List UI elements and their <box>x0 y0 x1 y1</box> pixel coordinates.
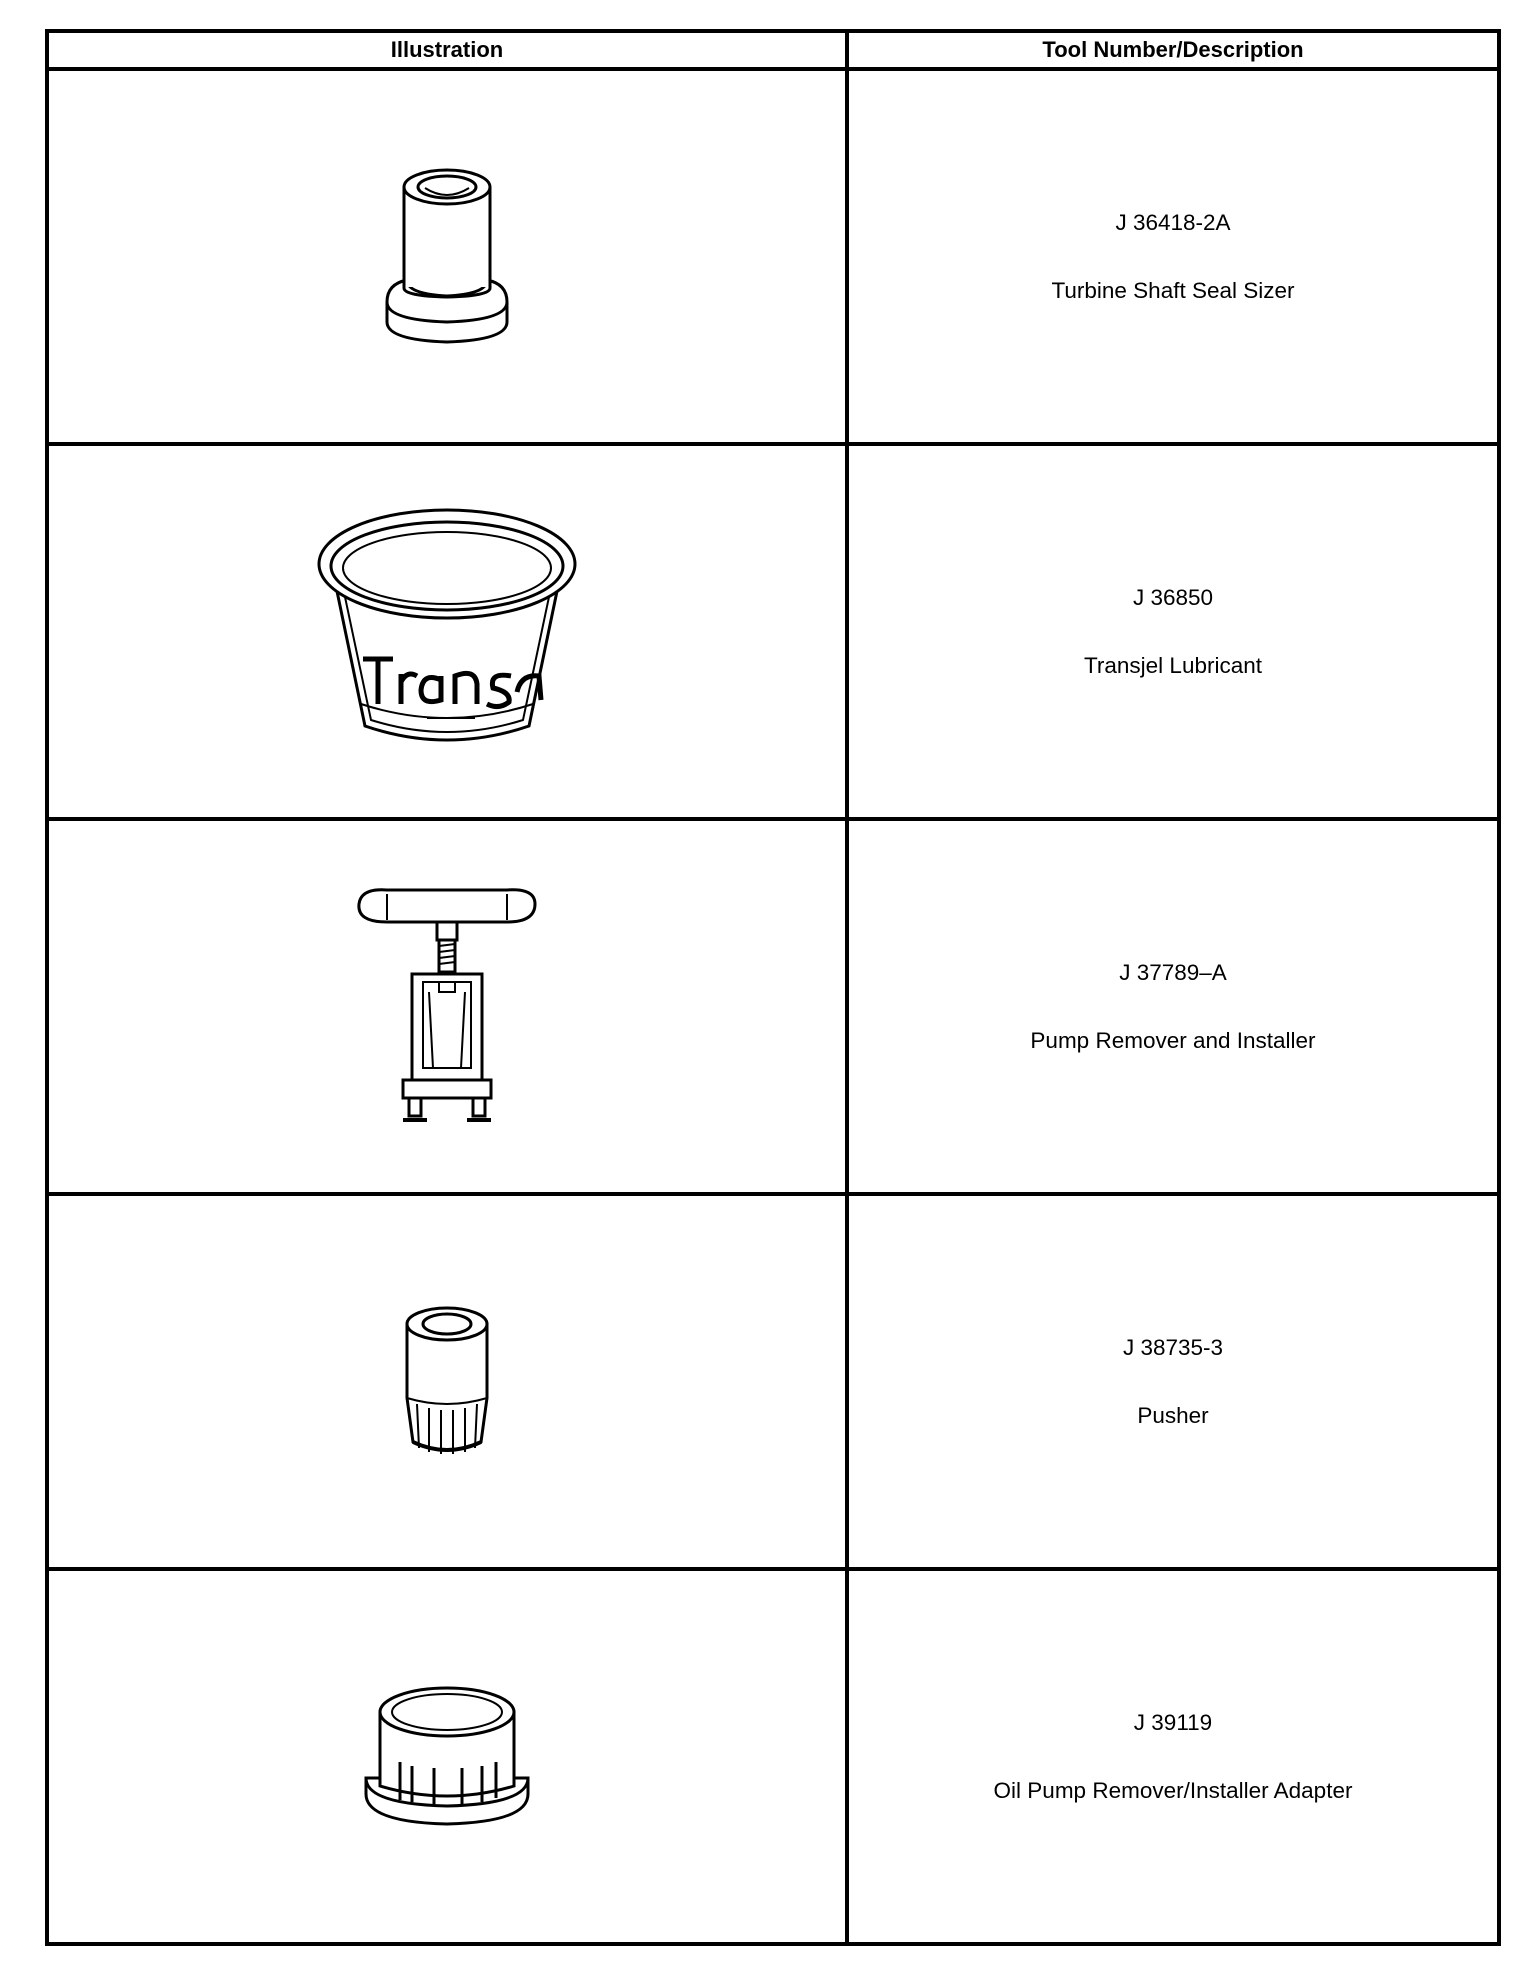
table-header-row <box>47 31 1499 69</box>
tool-cell <box>847 1194 1499 1569</box>
tool-cell <box>847 69 1499 444</box>
illustration-cell <box>47 444 847 819</box>
tool-number: J 39119 <box>1133 1709 1213 1735</box>
seal-sizer-icon <box>377 162 517 352</box>
tool-number: J 37789–A <box>1119 959 1227 985</box>
table-row <box>47 819 1499 1194</box>
tool-description: Pusher <box>1137 1402 1209 1428</box>
tool-number: J 36418-2A <box>1115 209 1231 235</box>
tool-number: J 36850 <box>1132 584 1214 610</box>
tool-number: J 38735-3 <box>1122 1334 1224 1360</box>
illustration-cell <box>47 1569 847 1944</box>
pusher-icon <box>397 1302 497 1462</box>
table-row <box>47 69 1499 444</box>
tool-description: Transjel Lubricant <box>1083 652 1262 678</box>
illustration-cell <box>47 819 847 1194</box>
tool-cell <box>847 819 1499 1194</box>
table-row <box>47 444 1499 819</box>
table-row <box>47 1194 1499 1569</box>
tool-description: Oil Pump Remover/Installer Adapter <box>993 1777 1353 1803</box>
illustration-cell <box>47 1194 847 1569</box>
lubricant-tub-icon <box>315 504 579 760</box>
adapter-icon <box>362 1682 532 1832</box>
tool-cell <box>847 1569 1499 1944</box>
header-tool-description: Tool Number/Description <box>847 31 1499 69</box>
tool-cell <box>847 444 1499 819</box>
pump-remover-icon <box>357 882 537 1132</box>
tool-table <box>45 29 1501 1946</box>
table-row <box>47 1569 1499 1944</box>
tool-description: Turbine Shaft Seal Sizer <box>1051 277 1295 303</box>
illustration-cell <box>47 69 847 444</box>
tool-description: Pump Remover and Installer <box>1030 1027 1316 1053</box>
header-illustration: Illustration <box>47 31 847 69</box>
